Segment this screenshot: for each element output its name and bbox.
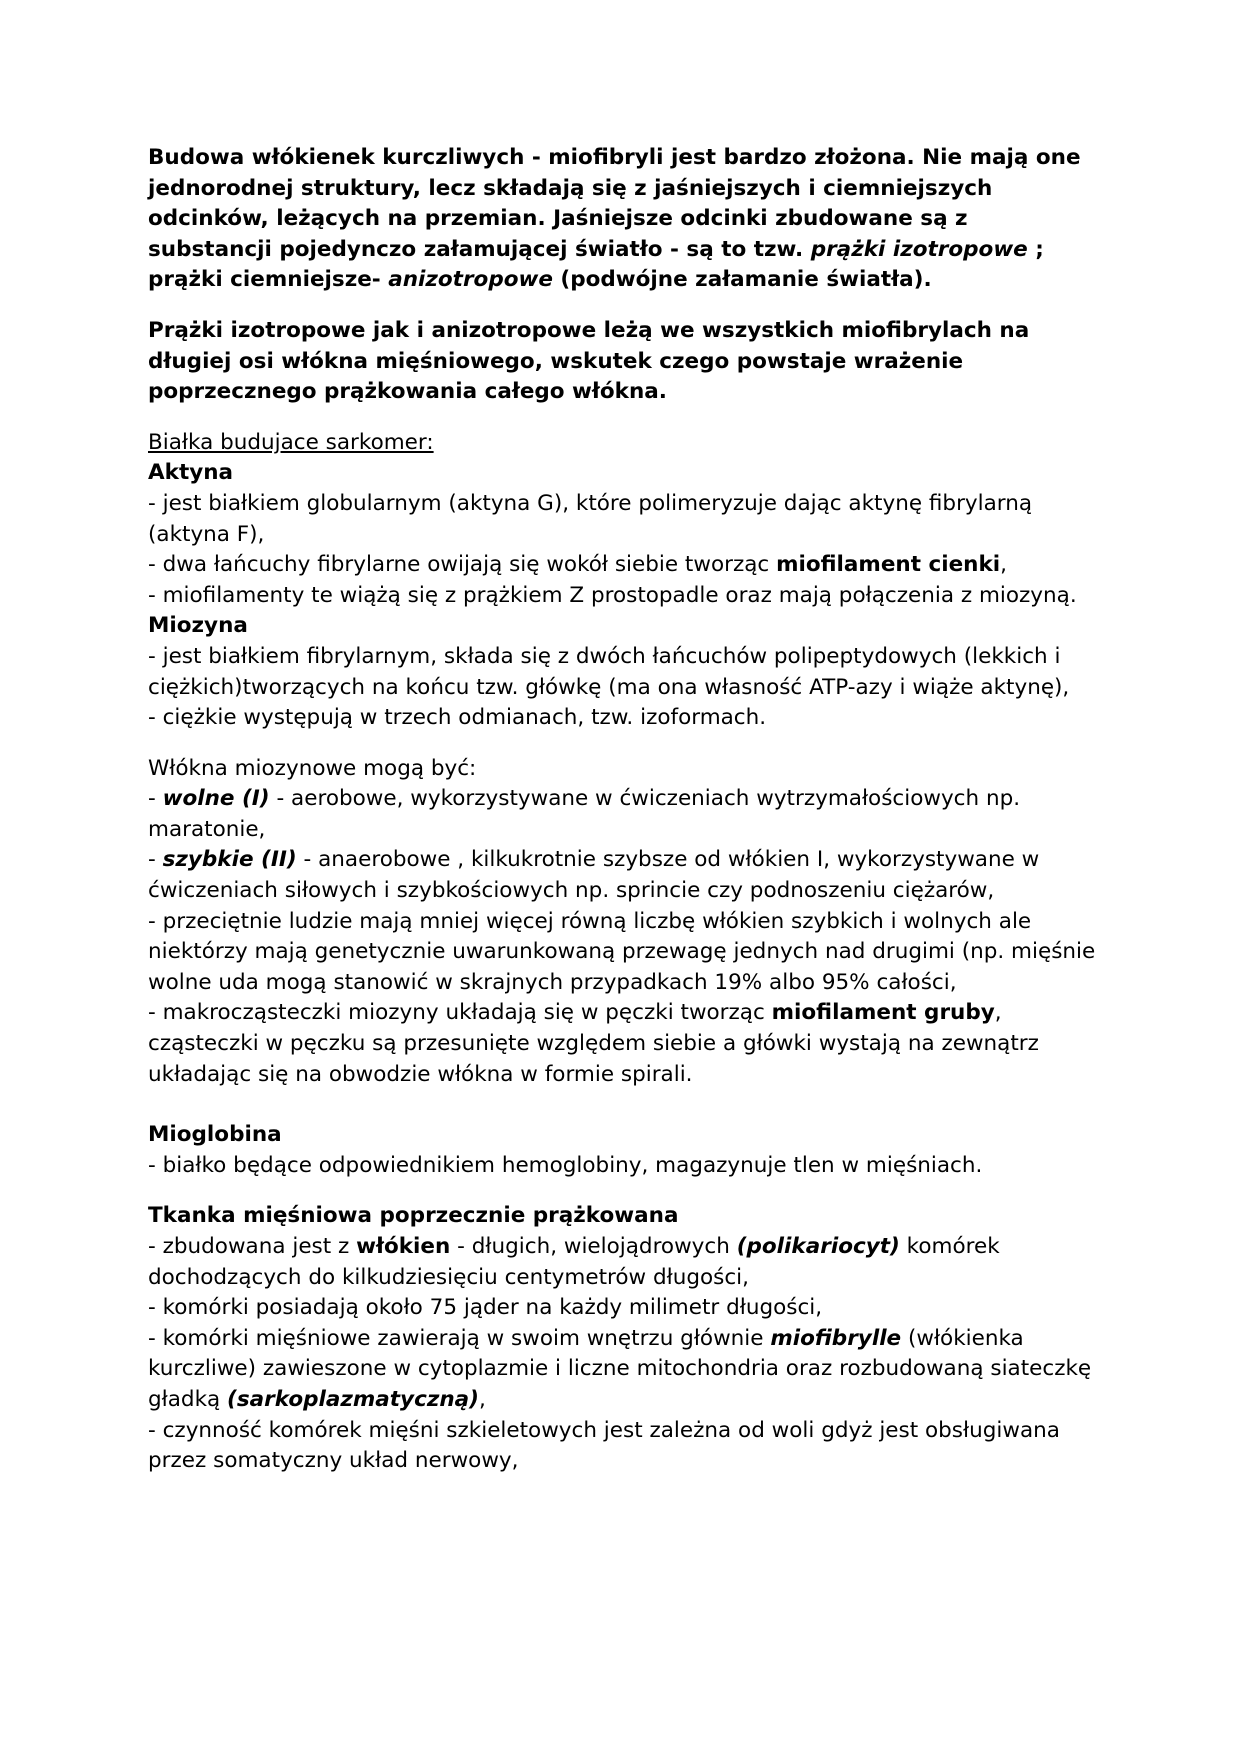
aktyna-title: Aktyna (148, 460, 234, 486)
term-miofilament-cienki: miofilament cienki (776, 552, 1001, 578)
text-run: , cząsteczki w pęczku są przesunięte względem siebie a główki wystają na zewnątrz układając się na obwodzie włókna w formie spirali. (148, 1000, 1039, 1087)
text-run: (włókienka kurczliwe) zawieszone w cytoplazmie i liczne mitochondria oraz rozbudowaną siateczkę gładką (148, 1325, 1092, 1412)
text-run: - zbudowana jest z (148, 1234, 357, 1259)
term-miofibrylle: miofibrylle (770, 1325, 902, 1351)
text-run: - aerobowe, wykorzystywane w ćwiczeniach wytrzymałościowych np. maratonie, (148, 786, 1021, 842)
text-run: Budowa włókienek kurczliwych - miofibryli jest bardzo złożona. Nie mają one jednorodnej struktury, lecz składają się z jaśniejszych i ciemniejszych odcinków, leżących na przemian. Jaśniejsze odcinki zbudowane są z substancji pojedynczo załamującej światło - są to tzw. (148, 145, 1081, 262)
tkanka-line-2: - komórki posiadają około 75 jąder na każdy milimetr długości, (148, 1295, 823, 1321)
text-run: - anaerobowe , kilkukrotnie szybsze od włókien I, wykorzystywane w ćwiczeniach siłowych i szybkościowych np. sprincie czy podnoszeniu ciężarów, (148, 847, 1040, 904)
aktyna-line-1: - jest białkiem globularnym (aktyna G), które polimeryzuje dając aktynę fibrylarną (aktyna F), (148, 490, 1033, 547)
text-run: - (148, 786, 163, 812)
proteins-header: Białka budujace sarkomer: (148, 429, 434, 455)
fibers-line-2 (148, 845, 1098, 906)
mioglobina-line-1: - białko będące odpowiednikiem hemoglobiny, magazynuje tlen w mięśniach. (148, 1152, 983, 1178)
tkanka-line-4: - czynność komórek mięśni szkieletowych jest zależna od woli gdyż jest obsługiwana przez somatyczny układ nerwowy, (148, 1417, 1060, 1474)
text-run: , (1000, 552, 1007, 578)
term-polikariocyt: (polikariocyt) (736, 1234, 900, 1259)
aktyna-line-3: - miofilamenty te wiążą się z prążkiem Z prostopadle oraz mają połączenia z miozyną. (148, 582, 1077, 608)
fibers-intro: Włókna miozynowe mogą być: (148, 755, 477, 781)
fibers-line-3: - przeciętnie ludzie mają mniej więcej równą liczbę włókien szybkich i wolnych ale niektórzy mają genetycznie uwarunkowaną przewagę jednych nad drugimi (np. mięśnie wolne uda mogą stanowić w skrajnych przypadkach 19% albo 95% całości, (148, 908, 1096, 995)
tkanka-title: Tkanka mięśniowa poprzecznie prążkowana (148, 1203, 679, 1229)
text-run: komórek dochodzących do kilkudziesięciu centymetrów długości, (148, 1234, 1000, 1290)
term-izotropowe: prążki izotropowe (810, 236, 1028, 262)
aktyna-line-2 (148, 550, 1098, 581)
text-run: - komórki mięśniowe zawierają w swoim wnętrzu głównie (148, 1325, 771, 1351)
term-sarkoplazmatyczna: (sarkoplazmatyczną) (227, 1386, 479, 1412)
term-wolne: wolne (I) (162, 786, 270, 812)
intro-paragraph-1 (148, 143, 1098, 296)
mioglobina-title: Mioglobina (148, 1122, 282, 1148)
text-run: , (478, 1386, 486, 1412)
term-anizotropowe: anizotropowe (388, 267, 553, 293)
fibers-line-1 (148, 784, 1098, 845)
term-wlokien: włókien (356, 1234, 451, 1259)
text-run: ; prążki ciemniejsze- (148, 236, 1044, 293)
text-run: - długich, wielojądrowych (450, 1234, 737, 1259)
term-szybkie: szybkie (II) (162, 847, 297, 873)
intro-paragraph-2: Prążki izotropowe jak i anizotropowe leżą we wszystkich miofibrylach na długiej osi włókna mięśniowego, wskutek czego powstaje wrażenie poprzecznego prążkowania całego włókna. (148, 317, 1030, 405)
tkanka-line-1 (148, 1232, 1098, 1293)
text-run: - (148, 847, 163, 873)
term-miofilament-gruby: miofilament gruby (771, 1000, 995, 1026)
miozyna-line-2: - ciężkie występują w trzech odmianach, tzw. izoformach. (148, 705, 767, 731)
tkanka-line-3 (148, 1324, 1098, 1416)
fibers-line-4 (148, 998, 1098, 1090)
text-run: - makrocząsteczki miozyny układają się w pęczki tworząc (148, 1000, 772, 1026)
text-run: - dwa łańcuchy fibrylarne owijają się wokół siebie tworząc (148, 552, 777, 578)
text-run: (podwójne załamanie światła). (552, 267, 932, 293)
miozyna-line-1: - jest białkiem fibrylarnym, składa się z dwóch łańcuchów polipeptydowych (lekkich i ciężkich)tworzących na końcu tzw. główkę (ma ona własność ATP-azy i wiąże aktynę), (148, 643, 1070, 700)
miozyna-title: Miozyna (148, 613, 248, 639)
document-body (148, 143, 1098, 1477)
